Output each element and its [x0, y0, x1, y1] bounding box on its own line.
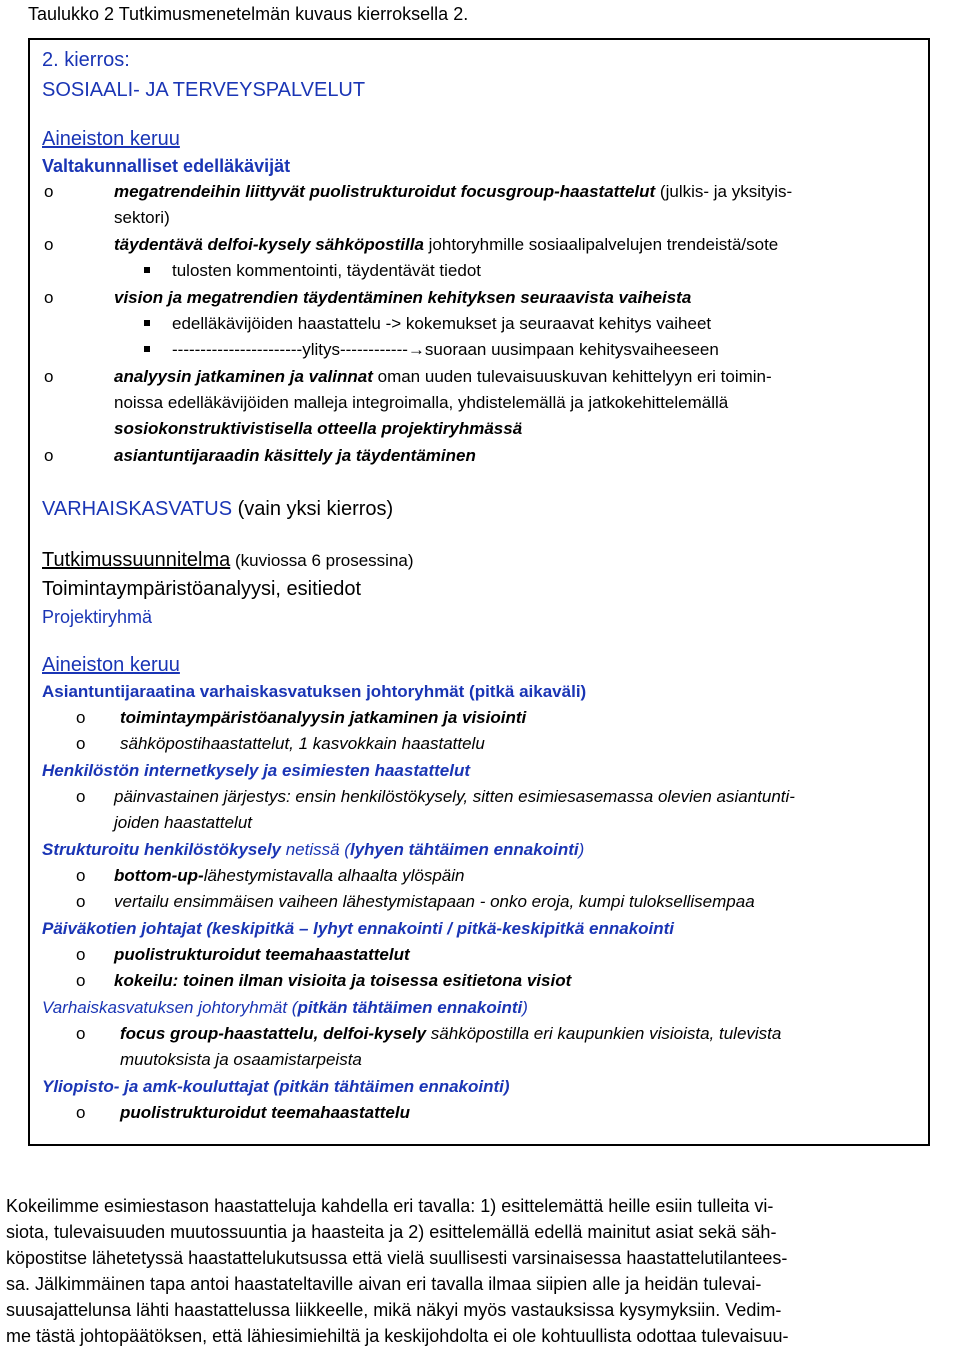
bullet-marker: o — [76, 708, 86, 727]
section-expert-panel: Asiantuntijaraatina varhaiskasvatuksen johtoryhmät (pitkä aikaväli) — [42, 682, 587, 701]
project-group: Projektiryhmä — [42, 607, 153, 627]
varhaiskasvatus-title: VARHAISKASVATUS (vain yksi kierros) — [42, 498, 394, 520]
bullet-bottom-up: bottom-up-lähestymistavalla alhaalta ylöspäin — [114, 866, 465, 885]
data-collection-heading: Aineiston keruu — [42, 654, 180, 676]
bullet-theme-interviews: puolistrukturoidut teemahaastattelut — [114, 945, 410, 964]
bullet-marker: o — [76, 945, 86, 964]
bullet-delfoi: täydentävä delfoi-kysely sähköpostilla johtoryhmille sosiaalipalvelujen trendeistä/sote — [114, 235, 779, 254]
sub-bullet-interview: edelläkävijöiden haastattelu -> kokemukset ja seuraavat kehitys vaiheet — [172, 314, 712, 333]
bullet-educator-interviews: puolistrukturoidut teemahaastattelu — [120, 1103, 410, 1122]
bullet-reverse-order: päinvastainen järjestys: ensin henkilöstökysely, sitten esimiesasemassa olevien asiantunti- — [114, 787, 795, 806]
bullet-marker: o — [44, 235, 54, 254]
bullet-analysis-cont2: sosiokonstruktivistisella otteella projektiryhmässä — [114, 419, 523, 438]
sub-bullet-comment: tulosten kommentointi, täydentävät tiedot — [172, 261, 482, 280]
method-table-box — [28, 38, 930, 1146]
research-plan: Tutkimussuunnitelma (kuviossa 6 prosessina) — [42, 549, 414, 571]
section-management-groups: Varhaiskasvatuksen johtoryhmät (pitkän tähtäimen ennakointi) — [42, 998, 528, 1017]
bullet-marker: o — [76, 734, 86, 753]
bullet-focusgroup: megatrendeihin liittyvät puolistrukturoidut focusgroup-haastattelut (julkis- ja yksityis- — [114, 182, 793, 201]
bullet-env-analysis: toimintaympäristöanalyysin jatkaminen ja visiointi — [120, 708, 527, 727]
round-title: SOSIAALI- JA TERVEYSPALVELUT — [42, 79, 366, 101]
paragraph-line: Kokeilimme esimiestason haastatteluja kahdella eri tavalla: 1) esittelemättä heille esiin tulleita vi- — [6, 1196, 774, 1216]
paragraph-line: suusajattelunsa lähti haastattelussa liikkeelle, mikä näkyi myös vastauksissa kysymyksiin. Vedim- — [6, 1300, 782, 1320]
arrow-right-icon: → — [407, 340, 425, 359]
bullet-analysis: analyysin jatkaminen ja valinnat oman uuden tulevaisuuskuvan kehittelyyn eri toimin- — [114, 367, 772, 386]
section-educators: Yliopisto- ja amk-kouluttajat (pitkän tähtäimen ennakointi) — [42, 1077, 510, 1096]
square-bullet-icon — [144, 267, 150, 273]
bullet-marker: o — [76, 892, 86, 911]
square-bullet-icon — [144, 346, 150, 352]
bullet-marker: o — [44, 182, 54, 201]
bullet-marker: o — [44, 288, 54, 307]
bullet-focus-group: focus group-haastattelu, delfoi-kysely sähköpostilla eri kaupunkien visioista, tulevista — [120, 1024, 782, 1043]
bullet-vision: vision ja megatrendien täydentäminen kehityksen seuraavista vaiheista — [114, 288, 692, 307]
section-staff-survey: Henkilöstön internetkysely ja esimiesten haastattelut — [42, 761, 470, 780]
subheading-pioneers: Valtakunnalliset edelläkävijät — [42, 156, 291, 176]
section-structured-survey: Strukturoitu henkilöstökysely netissä (lyhyen tähtäimen ennakointi) — [42, 840, 585, 859]
paragraph-line: sa. Jälkimmäinen tapa antoi haastateltaville aivan eri tavalla ilmaa siipien alle ja heidän tulevai- — [6, 1274, 762, 1294]
paragraph-line: köpostitse lähetetyssä haastattelukutsussa että vielä suullisesti varsinaisessa haastattelutilantees- — [6, 1248, 788, 1268]
bullet-reverse-order-cont: joiden haastattelut — [114, 813, 252, 832]
bullet-marker: o — [44, 367, 54, 386]
bullet-marker: o — [76, 787, 86, 806]
bullet-marker: o — [76, 971, 86, 990]
bullet-analysis-cont1: noissa edelläkävijöiden malleja integroimalla, yhdistelemällä ja jatkokehittelemällä — [114, 393, 729, 412]
paragraph-line: siota, tulevaisuuden muutossuuntia ja haasteita ja 2) esittelemällä edellä mainitut asiat sekä säh- — [6, 1222, 777, 1242]
data-collection-heading: Aineiston keruu — [42, 128, 180, 150]
bullet-marker: o — [76, 866, 86, 885]
bullet-marker: o — [76, 1103, 86, 1122]
sub-bullet-skip: -----------------------ylitys------------→suoraan uusimpaan kehitysvaiheeseen — [172, 340, 719, 359]
environment-analysis: Toimintaympäristöanalyysi, esitiedot — [42, 578, 362, 600]
bullet-focusgroup-cont: sektori) — [114, 208, 170, 227]
paragraph-line: me tästä johtopäätöksen, että lähiesimiehiltä ja keskijohdolta ei ole kohtuullista odottaa tulevaisuu- — [6, 1326, 789, 1346]
bullet-expert-panel: asiantuntijaraadin käsittely ja täydentäminen — [114, 446, 476, 465]
section-daycare-directors: Päiväkotien johtajat (keskipitkä – lyhyt ennakointi / pitkä-keskipitkä ennakointi — [42, 919, 675, 938]
bullet-comparison: vertailu ensimmäisen vaiheen lähestymistapaan - onko eroja, kumpi tuloksellisempaa — [114, 892, 755, 911]
bullet-experiment: kokeilu: toinen ilman visioita ja toisessa esitietona visiot — [114, 971, 572, 990]
round-label: 2. kierros: — [42, 49, 130, 71]
table-caption: Taulukko 2 Tutkimusmenetelmän kuvaus kierroksella 2. — [28, 4, 469, 24]
bullet-marker: o — [76, 1024, 86, 1043]
bullet-marker: o — [44, 446, 54, 465]
bullet-email-interviews: sähköpostihaastattelut, 1 kasvokkain haastattelu — [120, 734, 485, 753]
bullet-focus-group-cont: muutoksista ja osaamistarpeista — [120, 1050, 362, 1069]
square-bullet-icon — [144, 320, 150, 326]
